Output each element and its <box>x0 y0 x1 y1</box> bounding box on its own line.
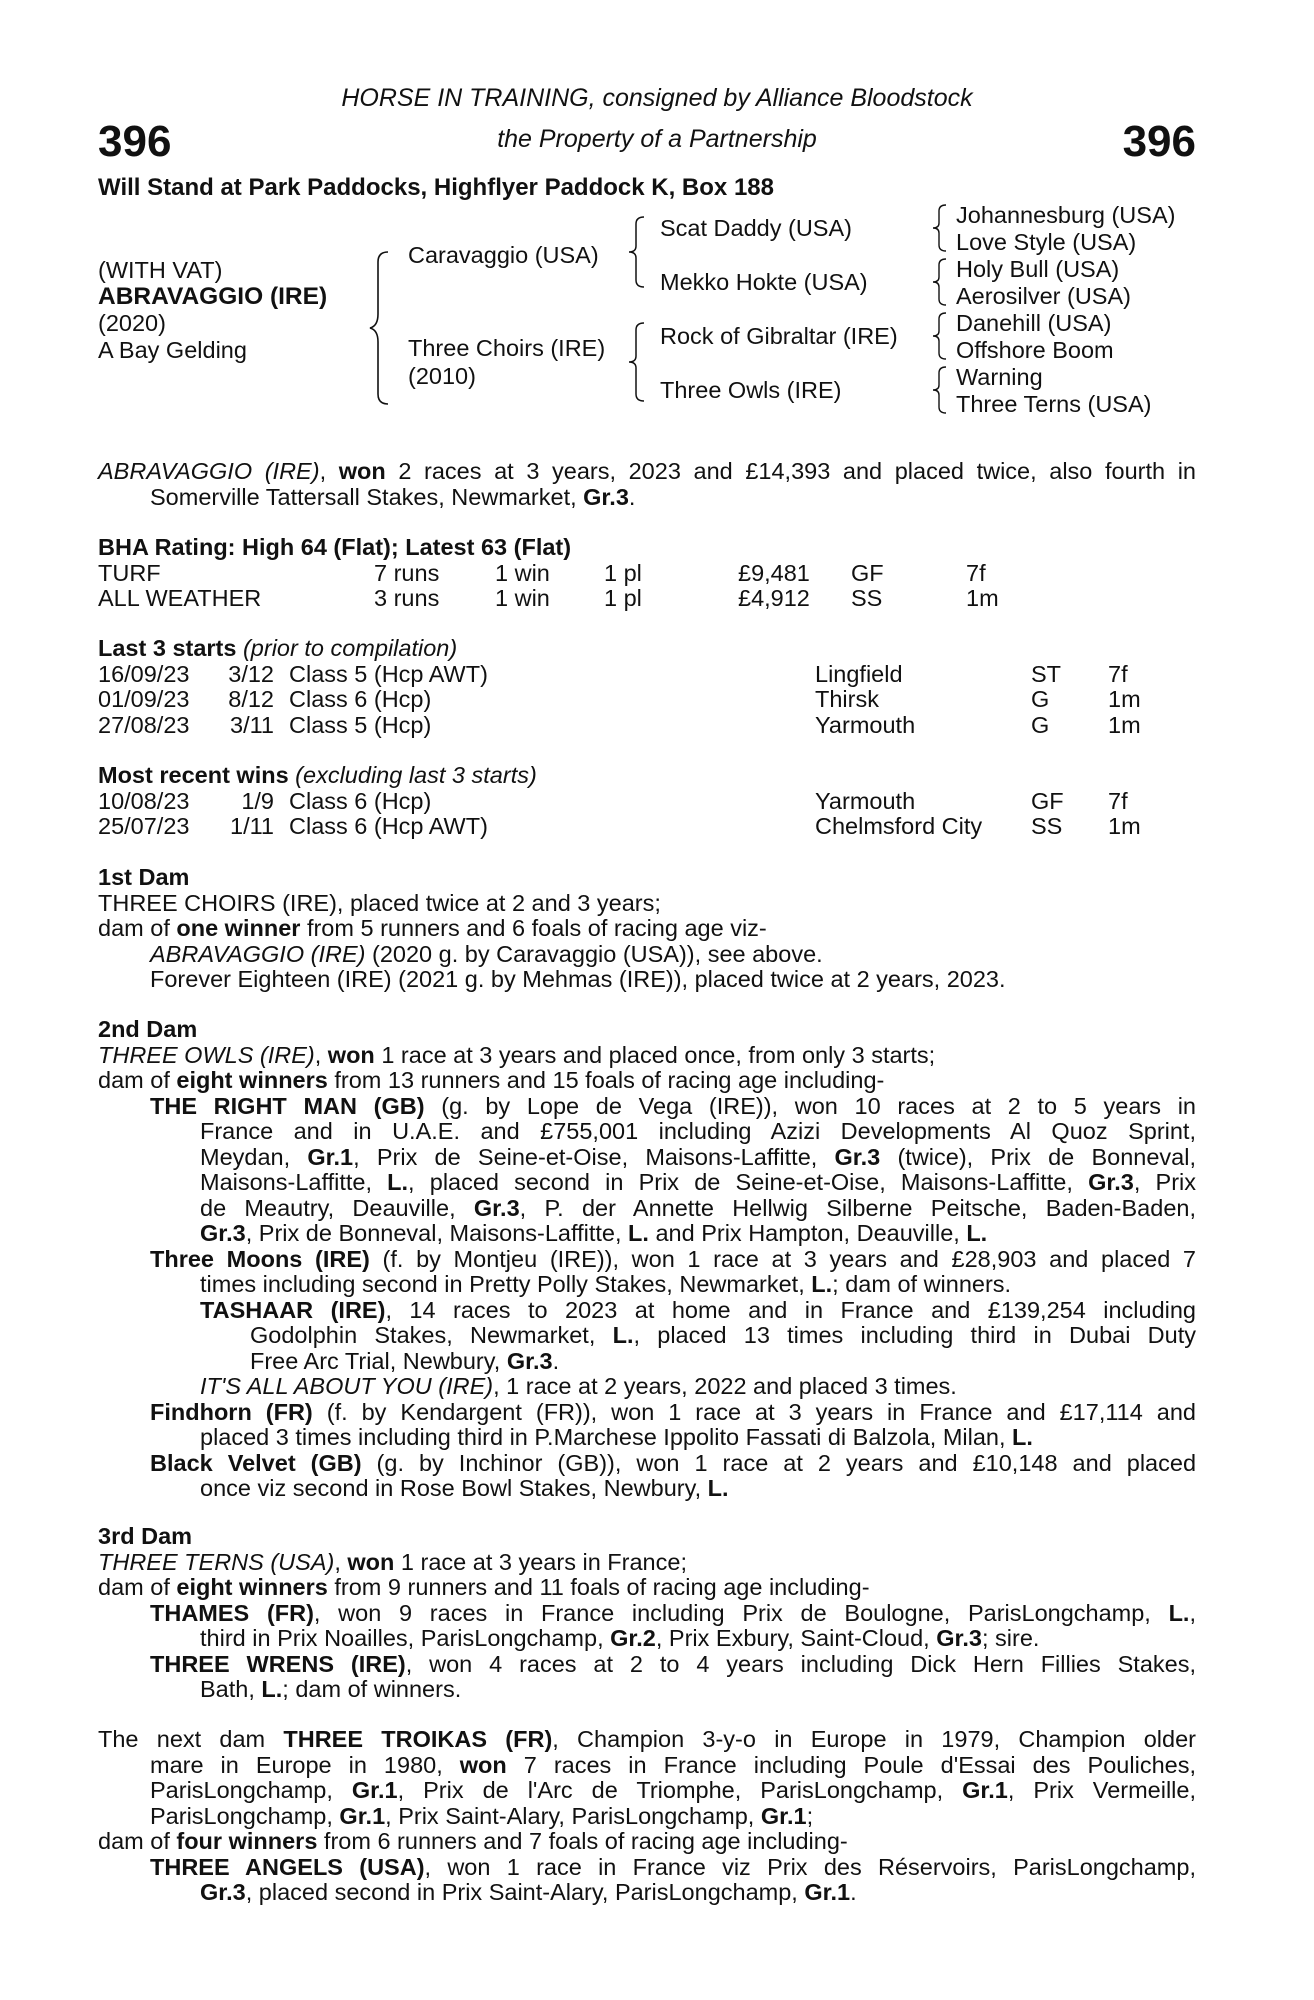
rating-row-wins: 1 win <box>495 559 550 586</box>
last-start-row-cls: Class 5 (Hcp AWT) <box>289 660 488 687</box>
th-l1c: , <box>1189 1599 1196 1626</box>
recent-win-row-course: Yarmouth <box>815 787 916 814</box>
first-dam-title: 1st Dam <box>98 864 190 890</box>
sire-dam: Mekko Hokte (USA) <box>660 269 868 295</box>
last-start-row-date: 01/09/23 <box>98 686 190 712</box>
trm-l5a: de Meautry, Deauville, <box>200 1194 474 1221</box>
recent-win-row-pos: 1/11 <box>230 813 274 839</box>
second-dam-sep: , <box>314 1041 328 1068</box>
nd-l4b: Gr.1 <box>339 1802 386 1829</box>
brace-g1 <box>930 202 950 254</box>
brace-g3 <box>930 310 950 362</box>
three-moons-name: Three Moons (IRE) <box>150 1245 370 1272</box>
recent-win-row-date: 10/08/23 <box>98 787 190 814</box>
sire-sire: Scat Daddy (USA) <box>660 215 852 241</box>
an-l2c: Gr.1 <box>804 1879 851 1905</box>
last-start-row-dist: 1m <box>1108 711 1141 738</box>
nd-l3d: Gr.1 <box>962 1777 1008 1803</box>
third-dam-winners: eight winners <box>176 1574 328 1600</box>
consignor-line: HORSE IN TRAINING, consigned by Alliance Bloodstock <box>341 84 973 112</box>
tw-l2c: ; dam of winners. <box>282 1676 462 1702</box>
three-wrens-name: THREE WRENS (IRE) <box>150 1650 406 1677</box>
first-dam-foal1-text: (2020 g. by Caravaggio (USA)), see above. <box>365 940 823 967</box>
trm-l5c: , P. der Annette Hellwig Silberne Peitsche, Baden-Baden, <box>519 1194 1196 1221</box>
summary-name: ABRAVAGGIO (IRE) <box>98 458 320 484</box>
last-start-row-going: G <box>1031 711 1050 738</box>
findhorn-name: Findhorn (FR) <box>150 1398 313 1425</box>
recent-win-row-date: 25/07/23 <box>98 813 190 839</box>
tm-l2a: times including second in Pretty Polly Stakes, Newmarket, <box>200 1271 812 1297</box>
rating-row-going: GF <box>851 559 884 586</box>
an-l1: , won 1 race in France viz Prix des Réservoirs, ParisLongchamp, <box>424 1853 1196 1880</box>
second-dam-section <box>98 1017 1196 1502</box>
nd-l2c: 7 races in France including Poule d'Essai des Pouliches, <box>506 1751 1196 1778</box>
rating-row-going: SS <box>851 585 883 611</box>
trm-l4c: , placed second in Prix de Seine-et-Oise, Maisons-Laffitte, <box>408 1169 1089 1195</box>
gp-sire-sire-dam: Love Style (USA) <box>956 229 1137 255</box>
last-start-row <box>98 713 1196 739</box>
recent-win-row-cls: Class 6 (Hcp) <box>289 787 432 814</box>
trm-l1: (g. by Lope de Vega (IRE)), won 10 races at 2 to 5 years in <box>424 1092 1196 1119</box>
nd-l1a: The next dam <box>98 1726 284 1752</box>
last-start-row-course: Yarmouth <box>815 711 916 738</box>
rating-row-dist: 7f <box>966 559 986 586</box>
first-dam-section <box>98 865 1196 993</box>
trm-l6e: L. <box>966 1220 988 1246</box>
recent-wins-table <box>98 789 1196 840</box>
summary-end: . <box>628 483 636 510</box>
last-starts-title: Last 3 starts <box>98 635 237 661</box>
third-dam-name: THREE TERNS (USA) <box>98 1548 335 1575</box>
nd-l3e: , Prix Vermeille, <box>1007 1777 1196 1803</box>
ta-l3c: . <box>552 1347 560 1374</box>
gp-dam-dam-sire: Warning <box>956 364 1043 390</box>
brace-main <box>366 248 396 408</box>
ta-l1: , 14 races to 2023 at home and in France and £139,254 including <box>385 1296 1196 1323</box>
last-starts-note: (prior to compilation) <box>236 635 458 661</box>
recent-win-row-going: GF <box>1031 787 1064 814</box>
trm-l3b: Gr.1 <box>307 1143 354 1170</box>
recent-win-row <box>98 814 1196 840</box>
an-l2d: . <box>850 1879 857 1905</box>
rating-row-surface: TURF <box>98 559 161 586</box>
last-start-row-course: Lingfield <box>815 660 903 687</box>
nd-winners: four winners <box>176 1828 318 1854</box>
brace-g2 <box>930 256 950 308</box>
brace-sire <box>626 214 648 290</box>
summary-text2: Somerville Tattersall Stakes, Newmarket, <box>150 483 584 510</box>
th-l2c: , Prix Exbury, Saint-Cloud, <box>655 1625 937 1651</box>
last-start-row-pos: 3/11 <box>230 711 274 738</box>
ta-l3b: Gr.3 <box>506 1347 553 1374</box>
last-start-row <box>98 687 1196 713</box>
tw-l2a: Bath, <box>200 1676 262 1702</box>
fh-l1: (f. by Kendargent (FR)), won 1 race at 3 years in France and £17,114 and <box>312 1398 1196 1425</box>
recent-wins-section <box>98 763 1196 840</box>
tashaar-name: TASHAAR (IRE) <box>200 1296 386 1323</box>
horse-name: ABRAVAGGIO (IRE) <box>98 283 328 310</box>
third-dam-title: 3rd Dam <box>98 1523 193 1549</box>
second-dam-l1d: 1 race at 3 years and placed once, from only 3 starts; <box>374 1041 936 1068</box>
nd-l2a: mare in Europe in 1980, <box>150 1751 460 1778</box>
sire-name: Caravaggio (USA) <box>408 242 599 268</box>
trm-l6a: Gr.3 <box>200 1220 246 1246</box>
fh-l2b: L. <box>1012 1424 1033 1450</box>
last-start-row <box>98 662 1196 688</box>
bha-rating-section <box>98 535 1196 612</box>
rating-row-pl: 1 pl <box>604 559 642 586</box>
trm-l6c: L. <box>628 1220 649 1246</box>
last-start-row-pos: 3/12 <box>228 660 274 687</box>
trm-l6d: and Prix Hampton, Deauville, <box>648 1220 967 1246</box>
last-start-row-date: 27/08/23 <box>98 711 190 738</box>
gp-dam-dam-dam: Three Terns (USA) <box>956 391 1152 417</box>
dam-sire: Rock of Gibraltar (IRE) <box>660 323 898 349</box>
last-start-row-going: ST <box>1031 660 1062 687</box>
property-line: the Property of a Partnership <box>497 125 817 153</box>
tw-l2b: L. <box>261 1676 283 1702</box>
trm-l4b: L. <box>387 1169 409 1195</box>
second-dam-won: won <box>327 1041 375 1068</box>
rating-row-pl: 1 pl <box>604 585 642 611</box>
its-all-about-you-name: IT'S ALL ABOUT YOU (IRE) <box>200 1373 494 1399</box>
recent-win-row-dist: 7f <box>1108 787 1128 814</box>
nd-l3c: , Prix de l'Arc de Triomphe, ParisLongchamp, <box>397 1777 963 1803</box>
last-start-row-dist: 1m <box>1108 686 1141 712</box>
second-dam-l2a: dam of <box>98 1067 177 1093</box>
first-dam-winners: one winner <box>176 915 301 941</box>
last-start-row-date: 16/09/23 <box>98 660 190 687</box>
recent-win-row-course: Chelmsford City <box>815 813 983 839</box>
three-angels-name: THREE ANGELS (USA) <box>150 1853 425 1880</box>
ta-l2c: , placed 13 times including third in Dubai Duty <box>633 1322 1196 1348</box>
trm-l4d: Gr.3 <box>1088 1169 1134 1195</box>
rating-row-surface: ALL WEATHER <box>98 585 262 611</box>
rating-table <box>98 561 1196 612</box>
gp-dam-sire-dam: Offshore Boom <box>956 337 1114 363</box>
last-start-row-course: Thirsk <box>815 686 879 712</box>
nd-l1c: , Champion 3-y-o in Europe in 1979, Champion older <box>552 1726 1196 1752</box>
recent-win-row <box>98 789 1196 815</box>
lot-number-left: 396 <box>98 117 172 166</box>
th-l1a: , won 9 races in France including Prix de Boulogne, ParisLongchamp, <box>313 1599 1169 1626</box>
horse-description: A Bay Gelding <box>98 337 247 363</box>
ta-l2a: Godolphin Stakes, Newmarket, <box>250 1322 613 1348</box>
race-summary: ABRAVAGGIO (IRE), won 2 races at 3 years, 2023 and £14,393 and placed twice, also fourth in Somerville Tattersall Stakes, Newmarket, Gr.3. <box>98 458 1196 510</box>
second-dam-winners: eight winners <box>176 1067 328 1093</box>
three-troikas-name: THREE TROIKAS (FR) <box>283 1726 553 1752</box>
bv-l2b: L. <box>707 1475 729 1501</box>
th-l2b: Gr.2 <box>610 1625 656 1651</box>
recent-wins-title: Most recent wins <box>98 762 289 788</box>
nd-l4d: Gr.1 <box>760 1802 807 1829</box>
trm-l3a: Meydan, <box>200 1143 308 1170</box>
an-l2a: Gr.3 <box>200 1879 246 1905</box>
iaa-text: , 1 race at 2 years, 2022 and placed 3 times. <box>493 1373 957 1399</box>
rating-row-runs: 3 runs <box>374 585 440 611</box>
black-velvet-name: Black Velvet (GB) <box>150 1449 362 1476</box>
gp-sire-dam-dam: Aerosilver (USA) <box>956 283 1131 309</box>
third-dam-won: won <box>347 1548 395 1575</box>
last-start-row-dist: 7f <box>1108 660 1128 687</box>
rating-row <box>98 561 1196 587</box>
recent-win-row-cls: Class 6 (Hcp AWT) <box>289 813 488 839</box>
trm-l3d: Gr.3 <box>834 1143 881 1170</box>
gp-sire-sire-sire: Johannesburg (USA) <box>956 202 1176 228</box>
th-l2a: third in Prix Noailles, ParisLongchamp, <box>200 1625 611 1651</box>
trm-l4a: Maisons-Laffitte, <box>200 1169 388 1195</box>
rating-row-dist: 1m <box>966 585 999 611</box>
trm-l2: France and in U.A.E. and £755,001 including Azizi Developments Al Quoz Sprint, <box>200 1118 1196 1144</box>
summary-grade: Gr.3 <box>583 483 629 510</box>
last-start-row-going: G <box>1031 686 1050 712</box>
recent-wins-note: (excluding last 3 starts) <box>288 762 537 788</box>
dam-dam: Three Owls (IRE) <box>660 377 842 403</box>
recent-win-row-going: SS <box>1031 813 1063 839</box>
trm-l3c: , Prix de Seine-et-Oise, Maisons-Laffitte, <box>353 1143 835 1170</box>
nd-l3a: ParisLongchamp, <box>150 1777 352 1803</box>
last-start-row-cls: Class 5 (Hcp) <box>289 711 432 738</box>
recent-win-row-dist: 1m <box>1108 813 1141 839</box>
first-dam-l2c: from 5 runners and 6 foals of racing age viz- <box>300 915 767 941</box>
trm-l3e: (twice), Prix de Bonneval, <box>880 1143 1196 1170</box>
foaling-year: (2020) <box>98 310 166 336</box>
first-dam-l2a: dam of <box>98 915 177 941</box>
nd-l3b: Gr.1 <box>351 1777 398 1803</box>
thames-name: THAMES (FR) <box>150 1599 314 1626</box>
third-dam-l2c: from 9 runners and 11 foals of racing age including- <box>327 1574 870 1600</box>
tm-l2b: L. <box>811 1271 833 1297</box>
brace-g4 <box>930 364 950 416</box>
nd-l5c: from 6 runners and 7 foals of racing age including- <box>317 1828 848 1854</box>
third-dam-sep: , <box>334 1548 348 1575</box>
dam-name: Three Choirs (IRE) <box>408 335 606 361</box>
rating-row-wins: 1 win <box>495 585 550 611</box>
brace-dam <box>626 320 648 404</box>
vat-label: (WITH VAT) <box>98 257 223 283</box>
rating-row-prize: £4,912 <box>738 585 810 611</box>
bv-l2a: once viz second in Rose Bowl Stakes, Newbury, <box>200 1475 708 1501</box>
last-starts-table <box>98 662 1196 739</box>
second-dam-name: THREE OWLS (IRE) <box>98 1041 315 1068</box>
last-start-row-cls: Class 6 (Hcp) <box>289 686 432 712</box>
nd-l4e: ; <box>806 1802 814 1829</box>
tw-l1: , won 4 races at 2 to 4 years including Dick Hern Fillies Stakes, <box>405 1650 1197 1677</box>
th-l2e: ; sire. <box>981 1625 1040 1651</box>
third-dam-l1d: 1 race at 3 years in France; <box>394 1548 687 1575</box>
trm-l5b: Gr.3 <box>473 1194 520 1221</box>
trm-l4e: , Prix <box>1133 1169 1197 1195</box>
last-starts-section <box>98 636 1196 738</box>
summary-won: won <box>338 458 386 484</box>
first-dam-foal1-name: ABRAVAGGIO (IRE) <box>150 940 366 967</box>
th-l2d: Gr.3 <box>936 1625 982 1651</box>
first-dam-line1: THREE CHOIRS (IRE), placed twice at 2 and 3 years; <box>98 889 661 916</box>
fh-l2a: placed 3 times including third in P.Marchese Ippolito Fassati di Balzola, Milan, <box>200 1424 1013 1450</box>
last-start-row-pos: 8/12 <box>228 686 274 712</box>
stand-location: Will Stand at Park Paddocks, Highflyer Paddock K, Box 188 <box>98 174 774 201</box>
next-dam-section <box>98 1727 1196 1906</box>
rating-row-runs: 7 runs <box>374 559 440 586</box>
second-dam-l2c: from 13 runners and 15 foals of racing age including- <box>327 1067 885 1093</box>
bv-l1: (g. by Inchinor (GB)), won 1 race at 2 years and £10,148 and placed <box>361 1449 1197 1476</box>
nd-l2b: won <box>459 1751 507 1778</box>
ta-l2b: L. <box>612 1322 634 1348</box>
third-dam-l2a: dam of <box>98 1574 177 1600</box>
tm-l1: (f. by Montjeu (IRE)), won 1 race at 3 years and £28,903 and placed 7 <box>369 1245 1196 1272</box>
dam-year: (2010) <box>408 363 476 389</box>
second-dam-title: 2nd Dam <box>98 1016 198 1042</box>
gp-dam-sire-sire: Danehill (USA) <box>956 310 1112 336</box>
recent-win-row-pos: 1/9 <box>241 787 274 814</box>
th-l1b: L. <box>1168 1599 1190 1626</box>
third-dam-section <box>98 1524 1196 1703</box>
nd-l4c: , Prix Saint-Alary, ParisLongchamp, <box>385 1802 761 1829</box>
an-l2b: , placed second in Prix Saint-Alary, ParisLongchamp, <box>245 1879 805 1905</box>
summary-text1: 2 races at 3 years, 2023 and £14,393 and placed twice, also fourth in <box>385 458 1196 484</box>
the-right-man-name: THE RIGHT MAN (GB) <box>150 1092 425 1119</box>
lot-number-right: 396 <box>1122 117 1196 166</box>
gp-sire-dam-sire: Holy Bull (USA) <box>956 256 1120 282</box>
bha-rating-title: BHA Rating: High 64 (Flat); Latest 63 (Flat) <box>98 534 572 560</box>
rating-row <box>98 586 1196 612</box>
tm-l2c: ; dam of winners. <box>832 1271 1012 1297</box>
first-dam-foal2: Forever Eighteen (IRE) (2021 g. by Mehmas (IRE)), placed twice at 2 years, 2023. <box>150 966 1006 992</box>
trm-l6b: , Prix de Bonneval, Maisons-Laffitte, <box>245 1220 629 1246</box>
nd-l5a: dam of <box>98 1828 177 1854</box>
entry-the-right-man <box>98 1094 1196 1120</box>
rating-row-prize: £9,481 <box>738 559 810 586</box>
ta-l3a: Free Arc Trial, Newbury, <box>250 1347 507 1374</box>
nd-l4a: ParisLongchamp, <box>150 1802 340 1829</box>
